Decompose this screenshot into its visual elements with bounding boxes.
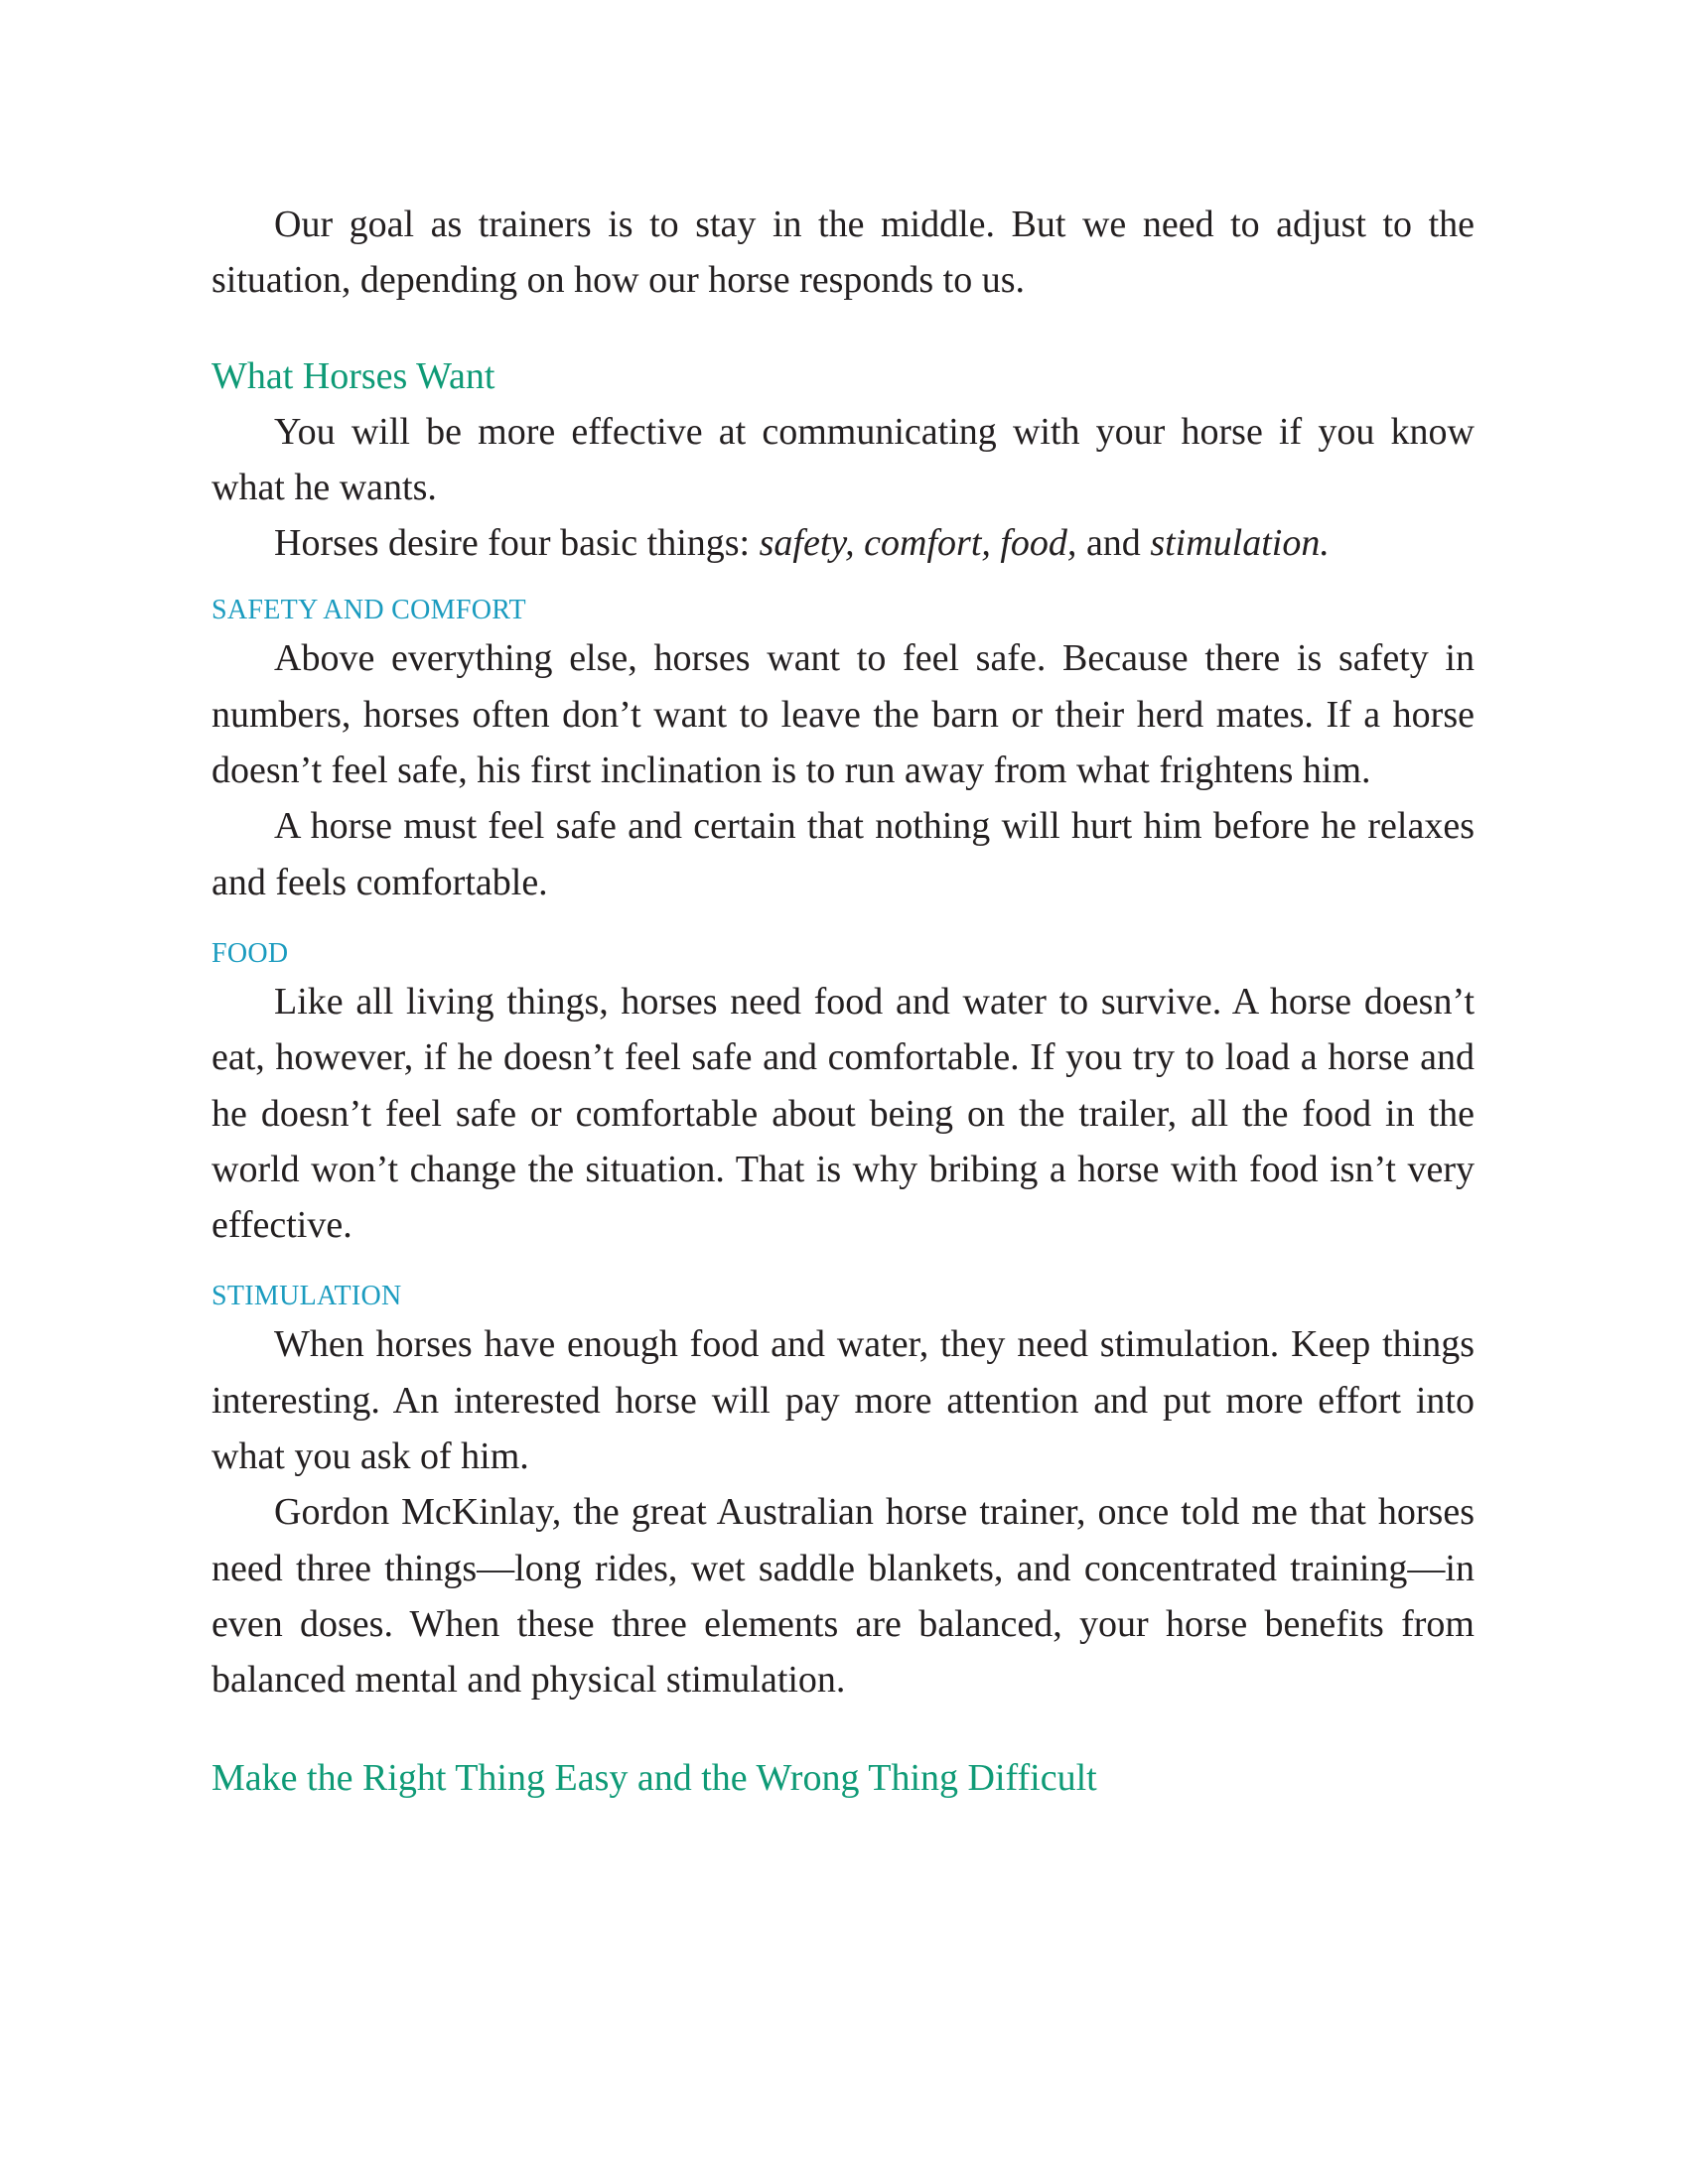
paragraph-food: Like all living things, horses need food and water to survive. A horse doesn’t eat, however, if he doesn’t feel safe and comfortable. If you try to load a horse and he doesn’t feel safe or comfortable about being on the trailer, all the food in the world won’t change the situation. That is why bribing a horse with food isn’t very effective.: [211, 980, 1475, 1247]
intro-paragraph: Our goal as trainers is to stay in the middle. But we need to adjust to the situation, depending on how our horse responds to us.: [211, 204, 1475, 302]
section-heading-make-right-thing-easy: Make the Right Thing Easy and the Wrong Thing Difficult: [211, 1756, 1097, 1799]
subheading-safety-and-comfort: SAFETY AND COMFORT: [211, 595, 526, 626]
four-things-lead: Horses desire four basic things:: [274, 522, 760, 565]
book-page: [211, 197, 1475, 1806]
paragraph-safety-2: A horse must feel safe and certain that nothing will hurt him before he relaxes and feels comfortable.: [211, 805, 1475, 903]
section-heading-what-horses-want: What Horses Want: [211, 354, 495, 397]
paragraph-stimulation-2: Gordon McKinlay, the great Australian horse trainer, once told me that horses need three things—long rides, wet saddle blankets, and concentrated training—in even doses. When these three elements are balanced, your horse benefits from balanced mental and physical stimulation.: [211, 1491, 1475, 1702]
paragraph-safety-1: Above everything else, horses want to feel safe. Because there is safety in numbers, horses often don’t want to leave the barn or their herd mates. If a horse doesn’t feel safe, his first inclination is to run away from what frightens him.: [211, 637, 1475, 792]
paragraph-stimulation-1: When horses have enough food and water, they need stimulation. Keep things interesting. An interested horse will pay more attention and put more effort into what you ask of him.: [211, 1323, 1475, 1478]
four-things-italic-2: stimulation.: [1150, 522, 1330, 565]
subheading-food: FOOD: [211, 937, 289, 969]
four-things-and: and: [1076, 522, 1151, 565]
four-things-italic-1: safety, comfort, food,: [759, 522, 1077, 565]
paragraph-four-basic-things: [211, 515, 1475, 571]
paragraph-effective-communication: You will be more effective at communicating with your horse if you know what he wants.: [211, 410, 1475, 508]
subheading-stimulation: STIMULATION: [211, 1281, 402, 1312]
